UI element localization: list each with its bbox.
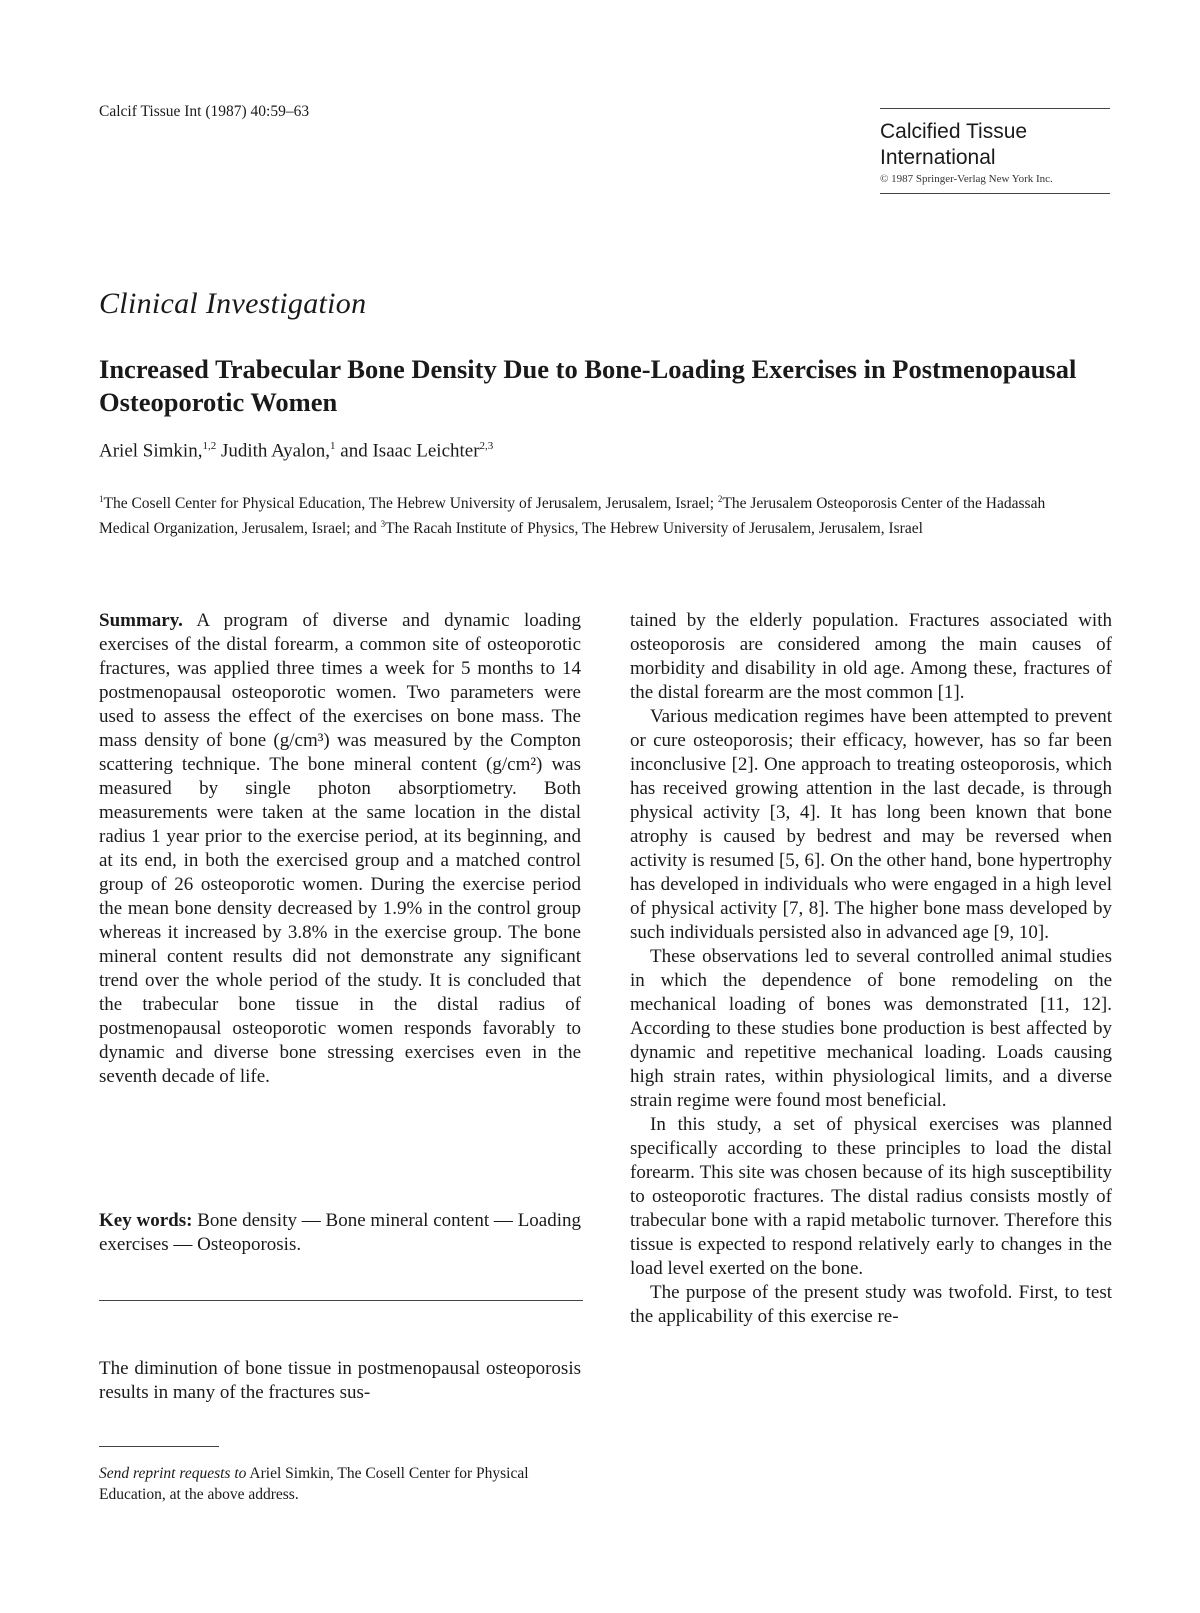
body-paragraph: tained by the elderly population. Fractures associated with osteoporosis are considered among the main causes of morbidity and disability in old age. Among these, fractures of the distal forearm are the most common [1].: [630, 610, 1112, 703]
author-name: and Isaac Leichter: [335, 440, 480, 462]
copyright-line: © 1987 Springer-Verlag New York Inc.: [880, 173, 1053, 185]
journal-name-line2: International: [880, 146, 996, 169]
affil-mark: 2: [717, 494, 723, 504]
author-affil-mark: 2,3: [479, 440, 494, 452]
masthead-top-rule: [880, 108, 1110, 109]
right-column: [630, 609, 1112, 1329]
abstract-divider: [99, 1300, 583, 1301]
intro-paragraph: The diminution of bone tissue in postmenopausal osteoporosis results in many of the fractures sus-: [99, 1358, 581, 1403]
journal-masthead: [880, 108, 1110, 194]
affiliation-1: The Cosell Center for Physical Education, The Hebrew University of Jerusalem, Jerusalem, Israel;: [103, 495, 718, 513]
journal-name-line1: Calcified Tissue: [880, 120, 1028, 143]
affil-mark: 3: [380, 519, 386, 530]
keywords-paragraph: [99, 1209, 581, 1257]
affil-mark: 1: [99, 494, 104, 504]
journal-name: [880, 119, 1110, 171]
affiliations: [99, 489, 1099, 539]
author-name: Ariel Simkin,: [99, 440, 203, 462]
masthead-bottom-rule: [880, 193, 1110, 194]
body-paragraph: The purpose of the present study was twofold. First, to test the applicability of this exercise re-: [630, 1282, 1112, 1327]
summary-label: Summary.: [99, 610, 183, 631]
author-name: Judith Ayalon,: [216, 440, 331, 462]
affiliation-2: The Jerusalem Osteoporosis Center of the Hadassah Medical Organization, Jerusalem, Israel; and: [99, 495, 1046, 538]
author-affil-mark: 1: [330, 440, 336, 452]
body-paragraph: In this study, a set of physical exercises was planned specifically according to these principles to load the distal forearm. This site was chosen because of its high susceptibility to osteoporotic fractures. The distal radius consists mostly of trabecular bone with a rapid metabolic turnover. Therefore this tissue is expected to respond relatively early to changes in the load level exerted on the bone.: [630, 1114, 1112, 1279]
author-list: [99, 440, 493, 462]
footnote-rule: [99, 1446, 219, 1447]
article-title: Increased Trabecular Bone Density Due to Bone-Loading Exercises in Postmenopausal Osteoporotic Women: [99, 354, 1077, 417]
reprint-footnote: [99, 1463, 589, 1505]
footnote-lead: Send reprint requests to: [99, 1465, 247, 1482]
body-paragraph: These observations led to several controlled animal studies in which the dependence of bone remodeling on the mechanical loading of bones was demonstrated [11, 12]. According to these studies bone production is best affected by dynamic and repetitive mechanical loading. Loads causing high strain rates, within physiological limits, and a diverse strain regime were found most beneficial.: [630, 946, 1112, 1111]
journal-citation: Calcif Tissue Int (1987) 40:59–63: [99, 103, 310, 120]
keywords-label: Key words:: [99, 1210, 193, 1231]
affiliation-3: The Racah Institute of Physics, The Hebrew University of Jerusalem, Jerusalem, Israel: [385, 520, 923, 538]
author-affil-mark: 1,2: [202, 440, 217, 452]
summary-paragraph: [99, 609, 581, 1089]
body-paragraph: Various medication regimes have been attempted to prevent or cure osteoporosis; their efficacy, however, has so far been inconclusive [2]. One approach to treating osteoporosis, which has received growing attention in the last decade, is through physical activity [3, 4]. It has long been known that bone atrophy is caused by bedrest and may be reversed when activity is resumed [5, 6]. On the other hand, bone hypertrophy has developed in individuals who were engaged in a high level of physical activity [7, 8]. The higher bone mass developed by such individuals persisted also in advanced age [9, 10].: [630, 706, 1112, 943]
summary-text: A program of diverse and dynamic loading exercises of the distal forearm, a common site of osteoporotic fractures, was applied three times a week for 5 months to 14 postmenopausal osteoporotic women. Two parameters were used to assess the effect of the exercises on bone mass. The mass density of bone (g/cm³) was measured by the Compton scattering technique. The bone mineral content (g/cm²) was measured by single photon absorptiometry. Both measurements were taken at the same location in the distal radius 1 year prior to the exercise period, at its beginning, and at its end, in both the exercised group and a matched control group of 26 osteoporotic women. During the exercise period the mean bone density decreased by 1.9% in the control group whereas it increased by 3.8% in the exercise group. The bone mineral content results did not demonstrate any significant trend over the whole period of the study. It is concluded that the trabecular bone tissue in the distal radius of postmenopausal osteoporotic women responds favorably to dynamic and diverse bone stressing exercises even in the seventh decade of life.: [99, 610, 581, 1087]
footnote-text: Ariel Simkin, The Cosell Center for Physical Education, at the above address.: [99, 1465, 529, 1503]
keywords-text: Bone density — Bone mineral content — Loading exercises — Osteoporosis.: [99, 1210, 582, 1255]
section-heading: Clinical Investigation: [99, 287, 367, 320]
